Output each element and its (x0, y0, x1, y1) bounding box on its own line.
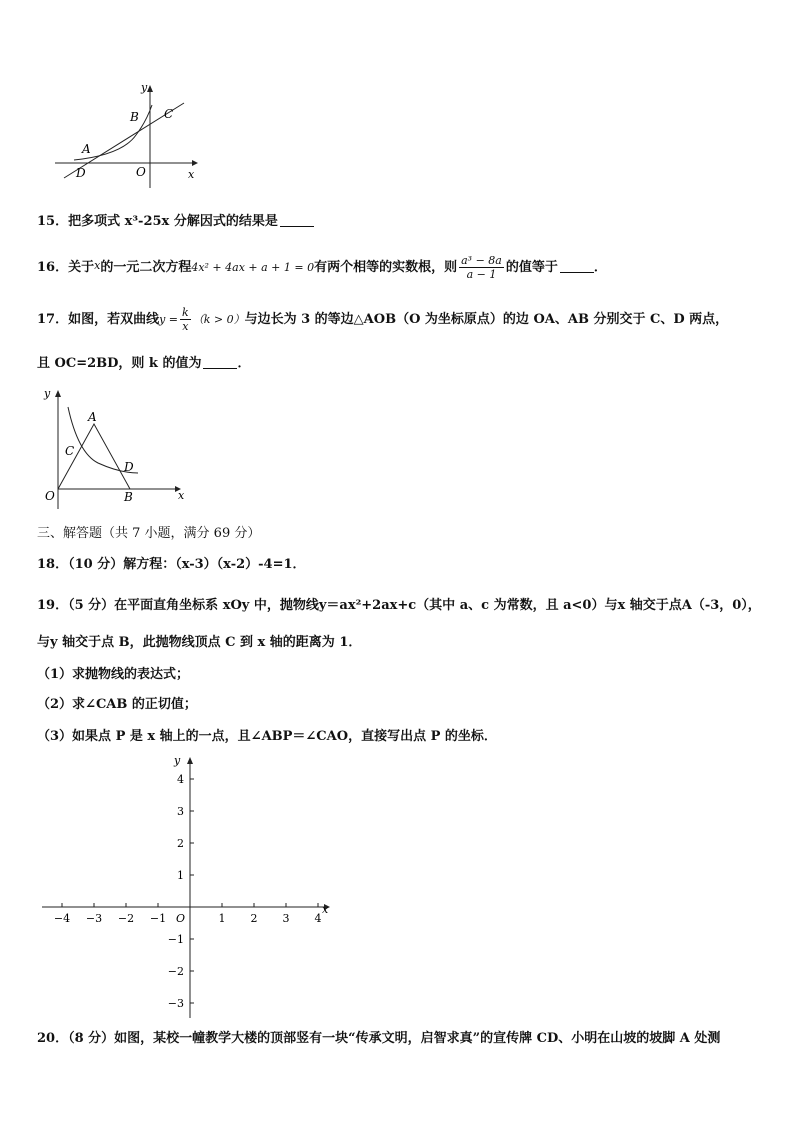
answer-blank-16[interactable] (560, 259, 594, 273)
y-tick-label: 3 (177, 805, 184, 818)
question-15-text: 15．把多项式 x³-25x 分解因式的结果是 (37, 214, 278, 229)
q16-mid1: 的一元二次方程 (100, 260, 192, 275)
x-tick-label: −1 (149, 912, 167, 925)
question-19-line2 (37, 634, 361, 652)
question-19 (37, 597, 761, 615)
question-16 (37, 254, 607, 281)
y-tick-label: −1 (167, 933, 184, 946)
x-tick-label: 3 (282, 912, 290, 925)
section-title (37, 525, 260, 543)
label-c: C (65, 444, 75, 458)
question-19-sub2 (37, 696, 197, 714)
x-tick-label: 1 (218, 912, 226, 925)
question-18-text: 18．（10 分）解方程：（x-3）（x-2）-4=1． (37, 557, 306, 572)
x-tick-label: −4 (53, 912, 71, 925)
question-19-sub1-text: （1）求抛物线的表达式； (37, 667, 190, 682)
label-d: D (76, 166, 86, 180)
q16-frac-den: a − 1 (466, 268, 497, 281)
question-20-text: 20．（8 分）如图，某校一幢教学大楼的顶部竖有一块“传承文明，启智求真”的宣传牌 CD、小明在山坡的坡脚 A 处测 (37, 1031, 721, 1046)
label-d: D (124, 460, 134, 474)
q17-fraction (180, 306, 191, 333)
x-axis-arrow (192, 160, 198, 166)
y-axis-label: y (174, 754, 181, 767)
y-tick-label: 1 (177, 869, 184, 882)
y-tick-label: −3 (167, 997, 184, 1010)
q17-line1-rest: 与边长为 3 的等边△AOB（O 为坐标原点）的边 OA、AB 分别交于 C、D 两点， (244, 312, 729, 327)
question-19-line2-text: 与y 轴交于点 B，此抛物线顶点 C 到 x 轴的距离为 1． (37, 635, 362, 650)
section-title-text: 三、解答题（共 7 小题，满分 69 分） (37, 526, 261, 541)
question-15 (37, 213, 314, 231)
coordinate-grid-q19 (38, 750, 338, 1022)
q16-equation: 4x² + 4ax + a + 1 = 0 (191, 261, 315, 274)
y-tick-label: 2 (177, 837, 184, 850)
q17-y-eq: y = (159, 313, 179, 326)
y-tick-label: −2 (167, 965, 184, 978)
label-y: y (141, 81, 148, 94)
answer-blank-17[interactable] (203, 355, 237, 369)
q16-prefix: 16．关于 (37, 260, 95, 275)
q17-end: ． (237, 356, 251, 371)
label-y: y (44, 387, 51, 400)
label-c: C (164, 107, 174, 121)
y-axis-arrow (187, 757, 193, 764)
q16-fraction (459, 254, 504, 281)
x-axis-label: x (322, 903, 329, 916)
y-tick-label: 4 (177, 773, 184, 786)
question-17 (37, 306, 728, 333)
origin-label: O (176, 912, 186, 925)
label-x: x (188, 168, 195, 181)
question-17-line2 (37, 355, 250, 373)
label-a: A (82, 142, 91, 156)
q16-end: ． (593, 260, 607, 275)
question-19-sub2-text: （2）求∠CAB 的正切值； (37, 697, 197, 712)
q17-line2: 且 OC=2BD，则 k 的值为 (37, 356, 202, 371)
q16-frac-num: a³ − 8a (461, 254, 502, 267)
figure-q14 (52, 80, 204, 190)
question-19-sub3-text: （3）如果点 P 是 x 轴上的一点，且∠ABP＝∠CAO，直接写出点 P 的坐标． (37, 729, 497, 744)
y-axis-arrow (147, 85, 153, 92)
q17-frac-num: k (182, 306, 189, 319)
question-19-line1: 19．（5 分）在平面直角坐标系 xOy 中，抛物线y＝ax²+2ax+c（其中 a、c 为常数，且 a<0）与x 轴交于点A（-3，0）， (37, 598, 761, 613)
q17-frac-den: x (182, 320, 189, 333)
q17-condition: （k > 0） (192, 313, 245, 326)
x-tick-label: −2 (117, 912, 135, 925)
y-axis-arrow (55, 390, 61, 397)
q16-mid2: 有两个相等的实数根，则 (314, 260, 458, 275)
q16-suffix: 的值等于 (505, 260, 558, 275)
label-a: A (88, 410, 97, 424)
x-tick-label: 4 (314, 912, 322, 925)
question-18 (37, 556, 306, 574)
x-tick-label: −3 (85, 912, 103, 925)
label-o: O (136, 165, 146, 179)
question-19-sub3 (37, 728, 497, 746)
label-x: x (178, 489, 185, 502)
q16-var: x (94, 259, 101, 272)
label-b: B (130, 110, 139, 124)
question-20 (37, 1030, 720, 1048)
label-b: B (124, 490, 133, 504)
figure-q17 (38, 385, 190, 510)
label-o: O (45, 489, 55, 503)
x-tick-label: 2 (250, 912, 258, 925)
answer-blank-15[interactable] (280, 213, 314, 227)
q17-prefix: 17．如图，若双曲线 (37, 312, 160, 327)
question-19-sub1 (37, 666, 189, 684)
